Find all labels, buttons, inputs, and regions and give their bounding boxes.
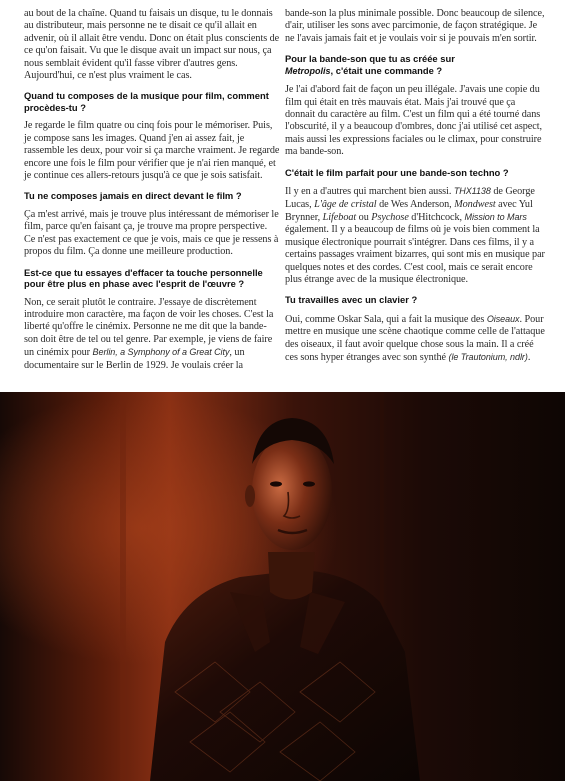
film-title: Psychose: [371, 211, 409, 223]
interview-question: Tu ne composes jamais en direct devant le film ?: [24, 190, 242, 202]
film-title: Berlin, a Symphony of a Great City: [92, 347, 230, 358]
text-run: Il y en a d'autres qui marchent bien aussi.: [285, 186, 454, 198]
text-run: Pour la bande-son que tu as créée sur: [285, 53, 455, 65]
eye: [303, 481, 315, 486]
text-run: d'Hitchcock,: [408, 211, 465, 223]
interview-question: [285, 53, 547, 77]
interview-question: Est-ce que tu essayes d'effacer ta touche personnelle pour être plus en phase avec l'esprit de l'œuvre ?: [24, 266, 263, 290]
text-run: Oui, comme Oskar Sala, qui a fait la musique des: [285, 313, 487, 325]
paragraph: [285, 185, 547, 286]
article-column-right: [285, 8, 547, 373]
text-run: Non, ce serait plutôt le contraire. J'essaye de discrètement introduire mon caractère, ma façon de voir les choses. C'est la liberté qu'offre le cinémix. Personne ne me dit que la bande-son doit être de tel ou tel genre. Par exemple, je viens de faire un cinémix pour: [24, 296, 274, 359]
door-frame-edge: [120, 392, 126, 781]
text-run: . Pour mettre en musique une scène chaotique comme celle de l'attaque des oiseaux, il faut avoir quelque chose sous la main. Il a créé ces sons hyper étranges avec son synthé: [285, 313, 545, 364]
interview-question: Quand tu composes de la musique pour film, comment procèdes-tu ?: [24, 90, 269, 113]
paragraph: au bout de la chaîne. Quand tu faisais un disque, tu le donnais au distributeur, mais personne ne te disait ce qu'il allait en advenir, où il allait être vendu. Donc on était plus conscients de ce qu'on faisait. Vu que le disque avait un impact sur nous, ça nous semblait évident qu'il fasse vibrer d'autres gens. Aujourd'hui, ce n'est plus vraiment le cas.: [24, 8, 280, 82]
film-title: Mondwest: [454, 198, 496, 210]
text-run: , c'était une commande ?: [330, 64, 443, 76]
film-title: Lifeboat: [322, 211, 357, 223]
paragraph: [285, 313, 547, 365]
portrait-illustration: [0, 392, 565, 781]
paragraph: [24, 297, 280, 372]
text-run: , un documentaire sur le Berlin de 1929. Je voulais créer la: [24, 347, 245, 371]
interview-question: C'était le film parfait pour une bande-son techno ?: [285, 166, 509, 178]
ear: [245, 485, 255, 507]
paragraph: bande-son la plus minimale possible. Donc beaucoup de silence, d'air, utiliser les sons avec parcimonie, de façon stratégique. Je ne l'avais jamais fait et je voulais voir si je pouvais m'en sortir.: [285, 8, 545, 44]
text-run: de George Lucas,: [285, 186, 535, 210]
text-run: .: [527, 352, 531, 364]
portrait-photo: [0, 392, 565, 781]
neck: [268, 552, 315, 600]
editor-note: (le Trautonium, ndlr): [448, 352, 528, 363]
text-run: avec Yul Brynner,: [285, 198, 533, 223]
text-run: également. Il y a beaucoup de films où je vois bien comment la musique électronique pourrait s'intégrer. Dans ces films, il y a certains passages vraiment bizarres, qui sont mis en musique par quelques notes et des cordes. C'est cool, mais ce serait encore plus étrange avec de la musique électronique.: [285, 224, 545, 285]
film-title: THX1138: [453, 186, 491, 197]
article-column-left: [24, 8, 280, 380]
interview-question: Tu travailles avec un clavier ?: [285, 294, 418, 306]
eye: [270, 481, 282, 486]
paragraph: Je regarde le film quatre ou cinq fois pour le mémoriser. Puis, je compose sans les images. Quand j'en ai assez fait, je rassemble les deux, pour voir si ça marche vraiment. Je regarde encore une fois le film pour vérifier que je n'ai rien manqué, et je continue ces allers-retours jusqu'à ce que je sois satisfait.: [24, 120, 280, 182]
paragraph: Ça m'est arrivé, mais je trouve plus intéressant de mémoriser le film, parce qu'en faisant ça, je trouve ma propre perspective. Ce n'est pas exactement ce que je vois, mais ce que je ressens à propos du film. Ça donne une meilleure production.: [24, 208, 279, 258]
film-title: L'âge de cristal: [314, 198, 377, 210]
film-title: Mission to Mars: [464, 211, 527, 222]
text-run: de Wes Anderson,: [376, 198, 455, 210]
film-title: Metropolis: [285, 65, 331, 76]
film-title: Oiseaux: [486, 313, 520, 324]
text-run: ou: [356, 211, 372, 223]
paragraph: Je l'ai d'abord fait de façon un peu illégale. J'avais une copie du film qui était en très mauvais état. Mais j'ai trouvé que ça donnait du caractère au film. C'est un film qui a été tourné dans l'obscurité, il y a beaucoup d'ombres, donc j'ai utilisé cet aspect, mais aussi les expressions faciales ou le climax, pour construire ma bande-son.: [285, 84, 542, 158]
